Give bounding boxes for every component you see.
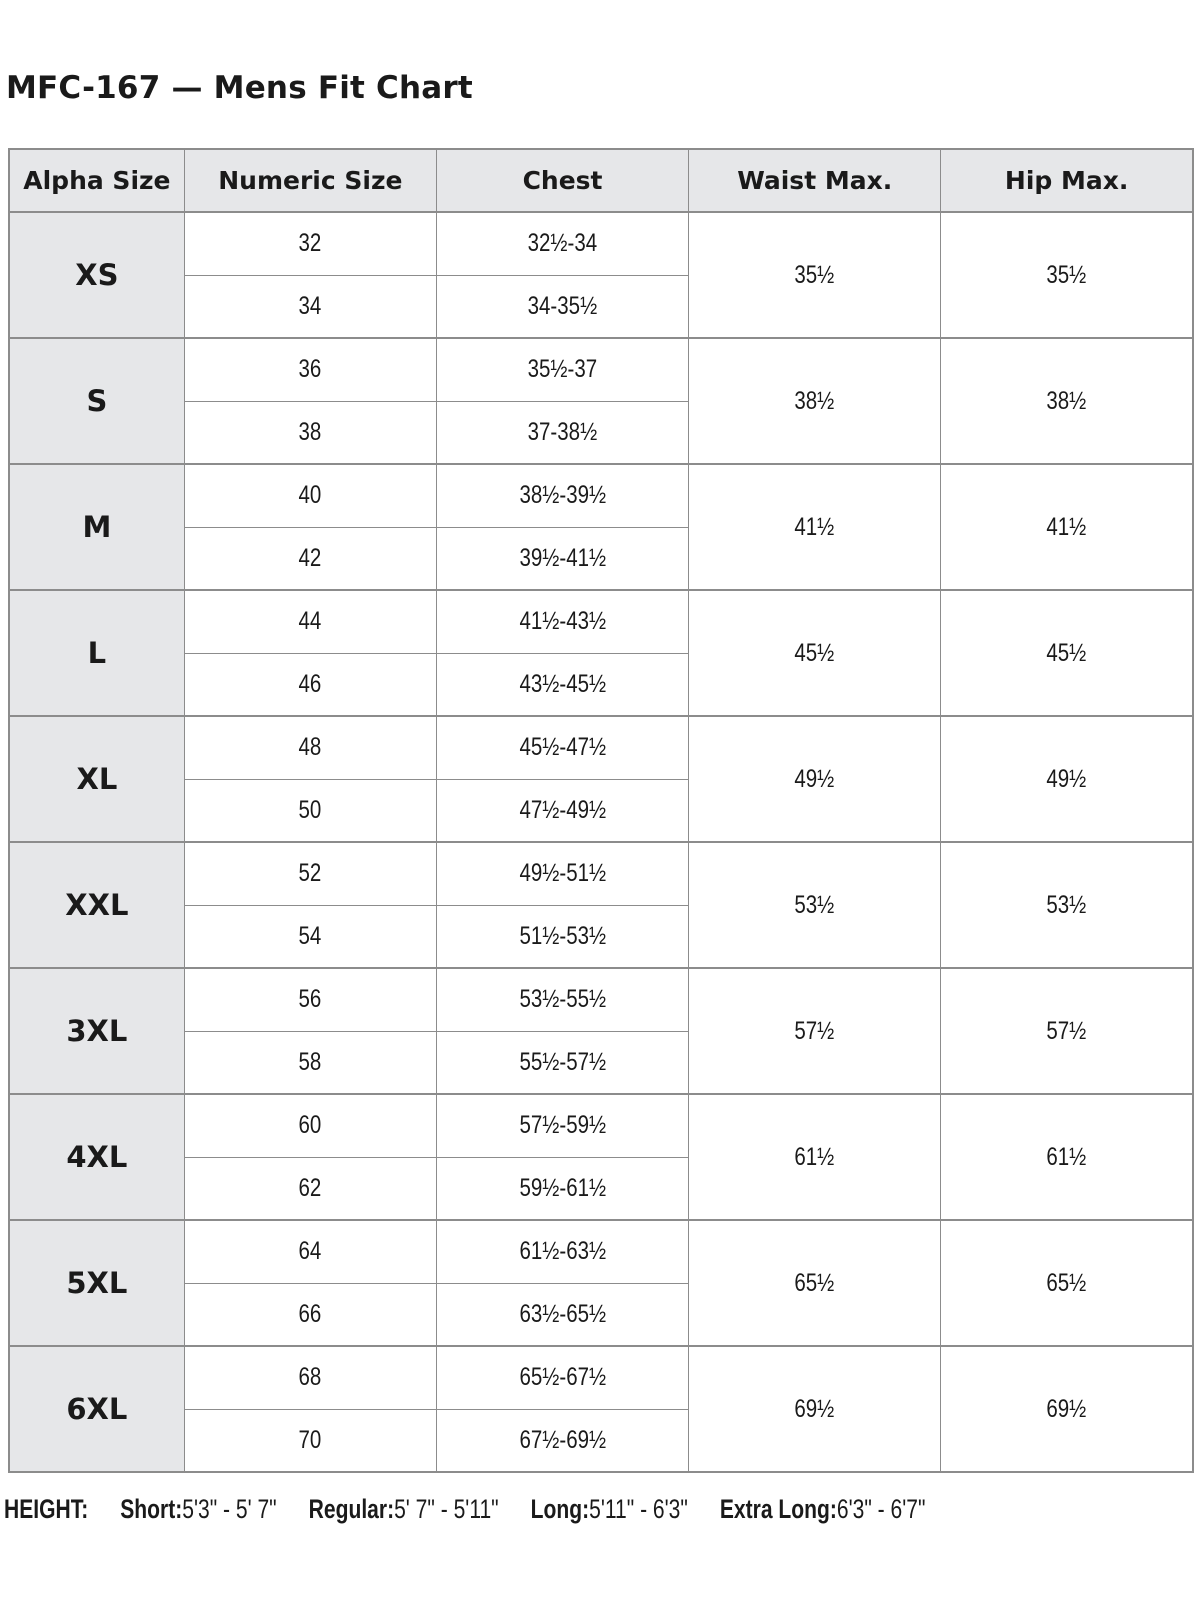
table-row	[9, 968, 1193, 1031]
chest-cell	[436, 338, 688, 401]
chest-cell	[436, 779, 688, 842]
alpha-size-cell: S	[9, 338, 184, 464]
chest-cell	[436, 1094, 688, 1157]
numeric-size-cell	[184, 401, 436, 464]
height-short-range: 5'3" - 5' 7"	[182, 1494, 277, 1524]
hip-max-value: 49½	[1046, 764, 1087, 793]
chest-value: 47½-49½	[519, 795, 606, 824]
numeric-size-value: 54	[298, 921, 322, 950]
numeric-size-value: 32	[298, 229, 322, 258]
chest-cell	[436, 527, 688, 590]
hip-max-cell	[941, 1094, 1193, 1220]
header-row	[9, 149, 1193, 212]
table-row	[9, 212, 1193, 275]
height-label: HEIGHT:	[4, 1494, 89, 1524]
chest-value: 59½-61½	[519, 1173, 606, 1202]
chest-cell	[436, 1031, 688, 1094]
numeric-size-value: 50	[298, 795, 322, 824]
numeric-size-cell	[184, 590, 436, 653]
numeric-size-value: 40	[298, 481, 322, 510]
chest-cell	[436, 212, 688, 275]
waist-max-value: 53½	[794, 890, 835, 919]
chest-value: 49½-51½	[519, 859, 606, 888]
table-row	[9, 338, 1193, 401]
waist-max-value: 41½	[794, 512, 835, 541]
chest-cell	[436, 968, 688, 1031]
waist-max-cell	[689, 1346, 941, 1472]
numeric-size-cell	[184, 1283, 436, 1346]
numeric-size-cell	[184, 1220, 436, 1283]
numeric-size-value: 70	[298, 1425, 322, 1454]
chest-cell	[436, 905, 688, 968]
numeric-size-value: 56	[298, 985, 322, 1014]
chest-value: 63½-65½	[519, 1299, 606, 1328]
waist-max-value: 35½	[794, 260, 835, 289]
page-title: MFC-167 — Mens Fit Chart	[6, 70, 473, 106]
waist-max-cell	[689, 1094, 941, 1220]
alpha-size-cell: M	[9, 464, 184, 590]
numeric-size-cell	[184, 1094, 436, 1157]
header-chest: Chest	[436, 149, 688, 212]
table-row	[9, 590, 1193, 653]
hip-max-value: 61½	[1046, 1142, 1087, 1171]
chest-value: 53½-55½	[519, 985, 606, 1014]
hip-max-cell	[941, 968, 1193, 1094]
chest-cell	[436, 653, 688, 716]
chest-cell	[436, 1409, 688, 1472]
chest-value: 32½-34	[527, 229, 598, 258]
hip-max-value: 65½	[1046, 1268, 1087, 1297]
chest-cell	[436, 275, 688, 338]
numeric-size-value: 48	[298, 733, 322, 762]
table-row	[9, 1094, 1193, 1157]
numeric-size-cell	[184, 968, 436, 1031]
chest-cell	[436, 842, 688, 905]
numeric-size-value: 62	[298, 1173, 322, 1202]
numeric-size-cell	[184, 653, 436, 716]
chest-value: 35½-37	[527, 355, 598, 384]
alpha-size-cell: 3XL	[9, 968, 184, 1094]
table-row	[9, 1220, 1193, 1283]
hip-max-cell	[941, 338, 1193, 464]
hip-max-cell	[941, 464, 1193, 590]
chest-value: 43½-45½	[519, 669, 606, 698]
hip-max-cell	[941, 842, 1193, 968]
table-body	[9, 212, 1193, 1472]
waist-max-value: 49½	[794, 764, 835, 793]
chest-cell	[436, 464, 688, 527]
numeric-size-cell	[184, 1157, 436, 1220]
hip-max-cell	[941, 716, 1193, 842]
numeric-size-cell	[184, 527, 436, 590]
numeric-size-value: 52	[298, 859, 322, 888]
header-numeric-size: Numeric Size	[184, 149, 436, 212]
table-row	[9, 464, 1193, 527]
waist-max-value: 65½	[794, 1268, 835, 1297]
chest-value: 34-35½	[527, 291, 598, 320]
chest-value: 67½-69½	[519, 1425, 606, 1454]
chest-cell	[436, 1157, 688, 1220]
alpha-size-cell: XXL	[9, 842, 184, 968]
chest-cell	[436, 1220, 688, 1283]
height-long-range: 5'11" - 6'3"	[589, 1494, 688, 1524]
alpha-size-cell: 4XL	[9, 1094, 184, 1220]
waist-max-value: 69½	[794, 1394, 835, 1423]
chest-cell	[436, 716, 688, 779]
chest-value: 41½-43½	[519, 607, 606, 636]
chest-value: 65½-67½	[519, 1363, 606, 1392]
waist-max-cell	[689, 464, 941, 590]
height-extra-long-range: 6'3" - 6'7"	[836, 1494, 926, 1524]
hip-max-value: 41½	[1046, 512, 1087, 541]
hip-max-value: 35½	[1046, 260, 1087, 289]
numeric-size-value: 44	[298, 607, 322, 636]
height-regular-range: 5' 7" - 5'11"	[394, 1494, 499, 1524]
hip-max-value: 45½	[1046, 638, 1087, 667]
header-alpha-size: Alpha Size	[9, 149, 184, 212]
height-regular-label: Regular:	[308, 1494, 395, 1524]
alpha-size-cell: XS	[9, 212, 184, 338]
hip-max-cell	[941, 590, 1193, 716]
chest-value: 37-38½	[527, 417, 598, 446]
waist-max-cell	[689, 968, 941, 1094]
table-row	[9, 842, 1193, 905]
numeric-size-cell	[184, 464, 436, 527]
waist-max-value: 57½	[794, 1016, 835, 1045]
hip-max-value: 57½	[1046, 1016, 1087, 1045]
chest-value: 55½-57½	[519, 1047, 606, 1076]
numeric-size-value: 64	[298, 1237, 322, 1266]
fit-chart-table	[8, 148, 1194, 1473]
waist-max-value: 38½	[794, 386, 835, 415]
table-row	[9, 716, 1193, 779]
height-short-label: Short:	[120, 1494, 183, 1524]
numeric-size-cell	[184, 338, 436, 401]
numeric-size-value: 60	[298, 1111, 322, 1140]
waist-max-cell	[689, 716, 941, 842]
height-extra-long-label: Extra Long:	[719, 1494, 837, 1524]
alpha-size-cell: L	[9, 590, 184, 716]
waist-max-value: 45½	[794, 638, 835, 667]
height-long-label: Long:	[530, 1494, 590, 1524]
chest-value: 45½-47½	[519, 733, 606, 762]
chest-cell	[436, 1283, 688, 1346]
numeric-size-cell	[184, 716, 436, 779]
hip-max-value: 69½	[1046, 1394, 1087, 1423]
alpha-size-cell: 6XL	[9, 1346, 184, 1472]
numeric-size-cell	[184, 275, 436, 338]
waist-max-cell	[689, 842, 941, 968]
numeric-size-cell	[184, 1346, 436, 1409]
hip-max-value: 38½	[1046, 386, 1087, 415]
chest-cell	[436, 590, 688, 653]
chest-cell	[436, 1346, 688, 1409]
numeric-size-cell	[184, 905, 436, 968]
waist-max-cell	[689, 338, 941, 464]
numeric-size-value: 68	[298, 1363, 322, 1392]
waist-max-cell	[689, 212, 941, 338]
chest-value: 51½-53½	[519, 921, 606, 950]
hip-max-value: 53½	[1046, 890, 1087, 919]
numeric-size-value: 42	[298, 543, 322, 572]
hip-max-cell	[941, 212, 1193, 338]
chest-value: 39½-41½	[519, 543, 606, 572]
numeric-size-value: 58	[298, 1047, 322, 1076]
hip-max-cell	[941, 1346, 1193, 1472]
chest-value: 57½-59½	[519, 1111, 606, 1140]
numeric-size-cell	[184, 1031, 436, 1094]
hip-max-cell	[941, 1220, 1193, 1346]
numeric-size-cell	[184, 212, 436, 275]
numeric-size-cell	[184, 842, 436, 905]
numeric-size-value: 38	[298, 417, 322, 446]
numeric-size-value: 36	[298, 355, 322, 384]
numeric-size-value: 34	[298, 291, 322, 320]
alpha-size-cell: XL	[9, 716, 184, 842]
alpha-size-cell: 5XL	[9, 1220, 184, 1346]
height-note	[4, 1494, 1185, 1525]
numeric-size-cell	[184, 1409, 436, 1472]
waist-max-cell	[689, 590, 941, 716]
chest-value: 61½-63½	[519, 1237, 606, 1266]
chest-cell	[436, 401, 688, 464]
header-waist-max: Waist Max.	[689, 149, 941, 212]
waist-max-cell	[689, 1220, 941, 1346]
numeric-size-cell	[184, 779, 436, 842]
waist-max-value: 61½	[794, 1142, 835, 1171]
chest-value: 38½-39½	[519, 481, 606, 510]
numeric-size-value: 66	[298, 1299, 322, 1328]
numeric-size-value: 46	[298, 669, 322, 698]
header-hip-max: Hip Max.	[941, 149, 1193, 212]
table-row	[9, 1346, 1193, 1409]
